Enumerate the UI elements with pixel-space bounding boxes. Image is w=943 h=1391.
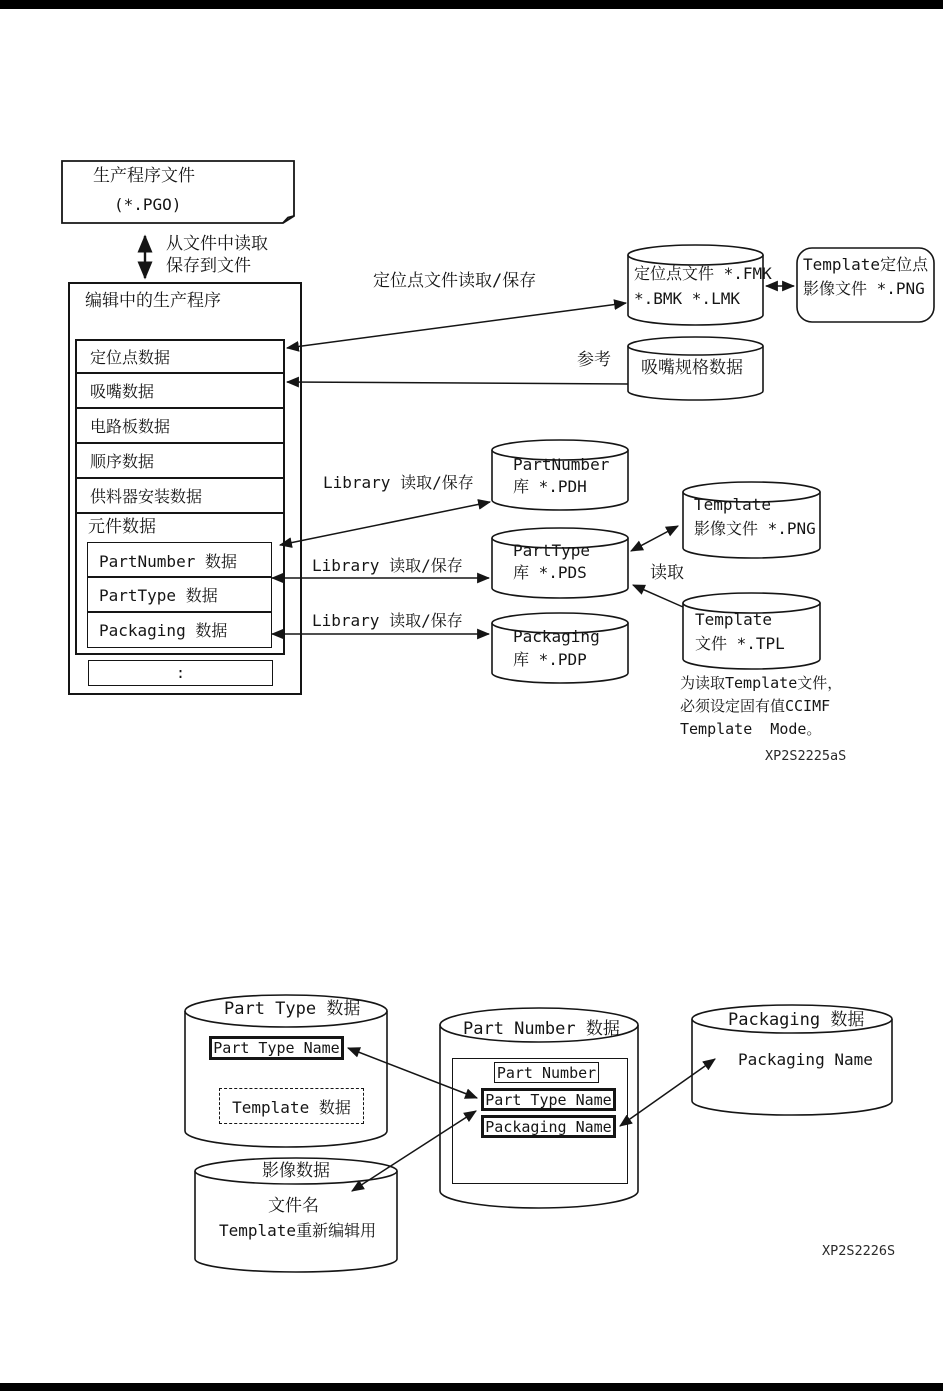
row-fiducial-data: 定位点数据 — [75, 339, 285, 374]
partnumber-lib-line2: 库 *.PDH — [513, 477, 587, 496]
figure2-code: XP2S2226S — [822, 1243, 896, 1259]
row-board-data: 电路板数据 — [75, 407, 285, 444]
template-data-box: Template 数据 — [219, 1088, 364, 1124]
arrow-fiducial-rw — [287, 303, 626, 348]
packaging-name-ref-box: Packaging Name — [481, 1115, 616, 1138]
template-file-line1: Template — [695, 610, 773, 629]
template-image-line1: Template — [694, 495, 772, 514]
nozzle-spec-label: 吸嘴规格数据 — [641, 358, 743, 378]
fiducial-rw-label: 定位点文件读取/保存 — [373, 271, 537, 291]
partnumber-field-box: Part Number — [494, 1062, 599, 1083]
figure1-code: XP2S2225aS — [765, 748, 847, 764]
note-line3: Template Mode。 — [680, 720, 822, 738]
template-fiducial-line1: Template定位点 — [803, 255, 929, 274]
row-partnumber-data: PartNumber 数据 — [87, 542, 272, 578]
arrow-library-partnumber — [280, 502, 490, 545]
library-rw-label-3: Library 读取/保存 — [312, 611, 463, 630]
program-file-title: 生产程序文件 — [93, 166, 195, 186]
parttype-name-box: Part Type Name — [209, 1036, 344, 1060]
library-rw-label-1: Library 读取/保存 — [323, 473, 474, 492]
note-line2: 必须设定固有值CCIMF — [680, 697, 831, 715]
packaging-name-label: Packaging Name — [738, 1050, 873, 1069]
fiducial-file-line1: 定位点文件 *.FMK — [634, 264, 772, 283]
image-data-title: 影像数据 — [262, 1161, 330, 1181]
packaging-data-title: Packaging 数据 — [728, 1010, 865, 1030]
file-io-label-line1: 从文件中读取 — [166, 234, 268, 254]
arrow-parttype-templateimage — [631, 526, 678, 551]
arrow-templatefile-read — [633, 585, 683, 607]
row-nozzle-data: 吸嘴数据 — [75, 372, 285, 409]
row-more-ellipsis: : — [88, 660, 273, 686]
row-parttype-data: PartType 数据 — [87, 576, 272, 613]
parttype-lib-line2: 库 *.PDS — [513, 563, 587, 582]
library-rw-label-2: Library 读取/保存 — [312, 556, 463, 575]
note-line1: 为读取Template文件， — [680, 674, 843, 692]
parttype-name-ref-box: Part Type Name — [481, 1088, 616, 1111]
partnumber-data-title: Part Number 数据 — [463, 1019, 620, 1039]
file-io-label-line2: 保存到文件 — [166, 256, 251, 276]
reference-label: 参考 — [577, 350, 611, 370]
component-data-label: 元件数据 — [88, 517, 156, 537]
template-image-line2: 影像文件 *.PNG — [694, 519, 816, 538]
parttype-data-cylinder — [185, 1011, 387, 1147]
fiducial-file-line2: *.BMK *.LMK — [634, 289, 740, 308]
image-data-usage: Template重新编辑用 — [219, 1221, 377, 1240]
arrow-reference — [287, 382, 628, 384]
template-fiducial-line2: 影像文件 *.PNG — [803, 279, 925, 298]
image-data-filename: 文件名 — [268, 1196, 319, 1216]
program-file-ext: (*.PGO) — [114, 195, 182, 214]
parttype-lib-line1: PartType — [513, 541, 591, 560]
packaging-lib-line2: 库 *.PDP — [513, 650, 587, 669]
read-label: 读取 — [650, 563, 684, 583]
row-packaging-data: Packaging 数据 — [87, 611, 272, 648]
packaging-lib-line1: Packaging — [513, 627, 600, 646]
row-sequence-data: 顺序数据 — [75, 442, 285, 479]
row-feeder-data: 供料器安装数据 — [75, 477, 285, 514]
template-file-line2: 文件 *.TPL — [695, 634, 785, 653]
partnumber-lib-line1: PartNumber — [513, 455, 610, 474]
editing-program-title: 编辑中的生产程序 — [85, 291, 221, 311]
parttype-data-title: Part Type 数据 — [224, 999, 361, 1019]
